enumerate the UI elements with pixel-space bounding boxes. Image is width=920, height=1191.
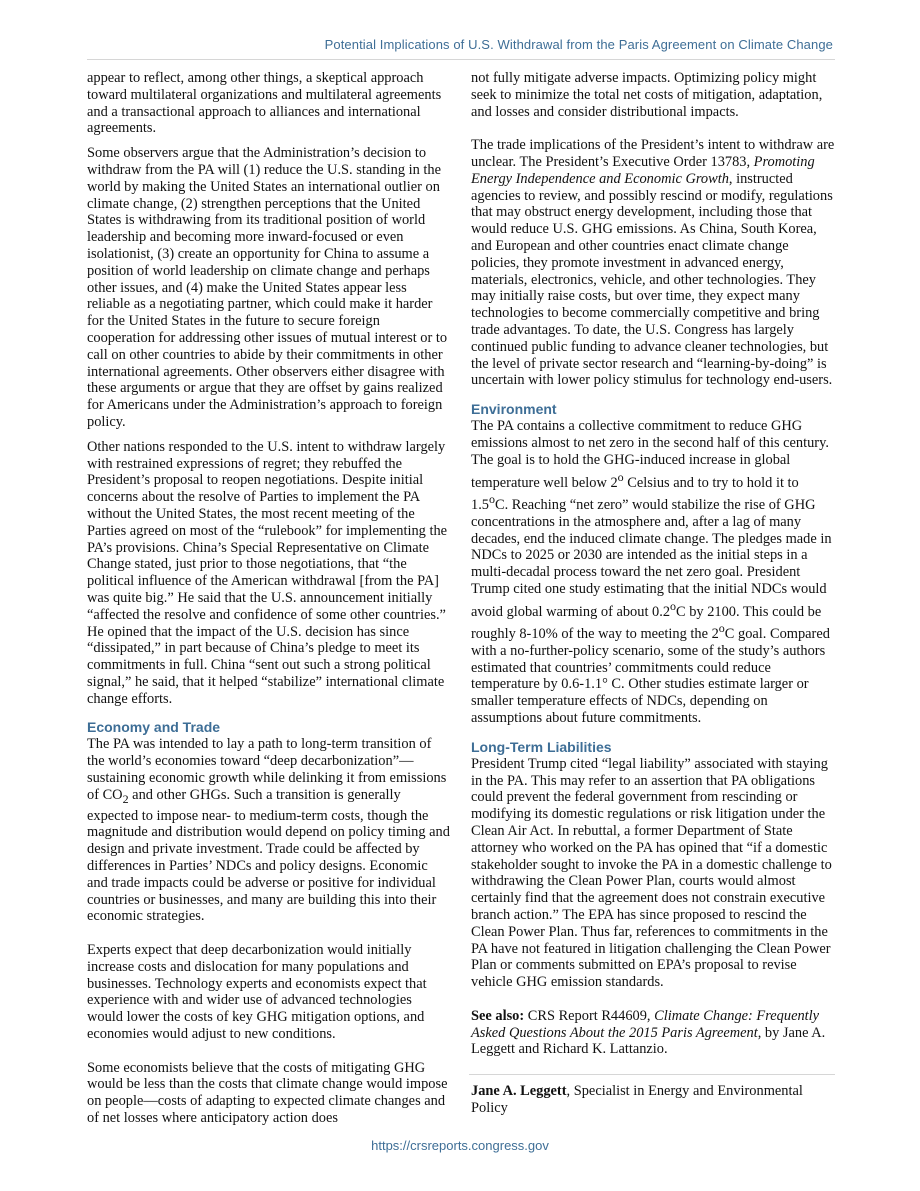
text-run: C. Reaching “net zero” would stabilize the rise of GHG concentrations in the atmosphere and, after a lag of many decades, end the induced climate change. The pledges made in NDCs to 2025 or 2030 are intended as the initial steps in a multi-decadal process toward the net zero goal. President Trump cited one study estimating that the initial NDCs would avoid global warming of about 0.2 bbox=[471, 496, 832, 620]
text-run: , by Jane A. Leggett and Richard K. Lattanzio. bbox=[471, 1024, 826, 1058]
text-run: and other GHGs. Such a transition is generally expected to impose near- to medium-term costs, though the magnitude and distribution would depend on policy timing and design and private investment. Trade could be affected by differences in Parties’ NDCs and policy designs. Economic and trade impacts could be adverse or positive for individual countries or businesses, and many are building this into their economic strategies. bbox=[87, 786, 450, 925]
paragraph-4 bbox=[87, 736, 450, 925]
paragraph-6: Some economists believe that the costs of mitigating GHG would be less than the costs that climate change would impose on people—costs of adapting to expected climate changes and of net losses where anticipatory action does bbox=[87, 1059, 448, 1126]
header-divider bbox=[87, 59, 835, 60]
superscript: o bbox=[718, 621, 725, 636]
paragraph-3: Other nations responded to the U.S. intent to withdraw largely with restrained expressions of regret; they rebuffed the President’s proposal to reopen negotiations. Despite initial concerns about the resolve of Parties to implement the PA without the United States, the most recent meeting of the Parties agreed on most of the “rulebook” for implementing the PA’s provisions. China’s Special Representative on Climate Change stated, just prior to those negotiations, that “the political influence of the American withdrawal [from the PA] was quite big.” He said that the U.S. announcement initially “affected the resolve and confidence of some other countries.” He opined that the impact of the U.S. decision has since “dissipated,” in part because of China’s pledge to meet its commitments in full. China “sent out such a strong political signal,” he said, that it helped “stabilize” international climate change efforts. bbox=[87, 438, 448, 707]
text-run: , instructed agencies to review, and possibly rescind or modify, regulations that may obstruct energy development, including those that would reduce U.S. GHG emissions. As China, South Korea, and European and other countries enact climate change policies, they promote investment in advanced energy, materials, electronics, vehicle, and other technologies. They may initially raise costs, but over time, they expect many technologies to become commercially competitive and bring trade advantages. To date, the U.S. Congress has largely continued public funding to advance cleaner technologies, but the level of private sector research and “learning-by-doing” is uncertain with lower policy stimulus for technology end-users. bbox=[471, 170, 833, 389]
subscript: 2 bbox=[122, 791, 129, 806]
text-run: C goal. Compared with a no-further-policy scenario, some of the study’s authors estimated that countries’ commitments could reduce temperature by 0.6-1.1° C. Other studies estimate larger or smaller temperature effects of NDCs, depending on assumptions about future commitments. bbox=[471, 626, 830, 727]
text-run: Celsius and to try to hold it to 1.5 bbox=[471, 474, 799, 513]
see-also-label: See also: bbox=[471, 1007, 525, 1024]
superscript: o bbox=[670, 598, 677, 613]
paragraph-3 bbox=[471, 418, 835, 727]
author-role: , Specialist in Energy and Environmental Policy bbox=[471, 1083, 803, 1117]
author-name: Jane A. Leggett bbox=[471, 1083, 567, 1100]
paragraph-5: Experts expect that deep decarbonization would initially increase costs and dislocation for many populations and businesses. Technology experts and economists expect that experience with and wider use of advanced technologies would lower the costs of key GHG mitigation options, and economies would adjust to new conditions. bbox=[87, 941, 427, 1042]
executive-order-title: Promoting Energy Independence and Economic Growth bbox=[471, 153, 815, 187]
text-run: The PA contains a collective commitment to reduce GHG emissions almost to net zero in the second half of this century. The goal is to hold the GHG-induced increase in global temperature well below 2 bbox=[471, 418, 829, 491]
left-column bbox=[87, 70, 450, 1135]
text-run: C by 2100. This could be roughly 8-10% of the way to meeting the 2 bbox=[471, 603, 822, 643]
superscript: o bbox=[489, 492, 495, 507]
paragraph-2: Some observers argue that the Administration’s decision to withdraw from the PA will (1) reduce the U.S. standing in the world by making the United States an international outlier on climate change, (2) strengthen perceptions that the United States is withdrawing from its traditional position of world leadership and becoming more inward-focused or even isolationist, (3) create an opportunity for China to assume a position of world leadership on climate change and perhaps other issues, and (4) make the United States appear less reliable as a negotiating partner, which could make it harder for the United States in the future to secure foreign cooperation for addressing other issues of mutual interest or to call on other countries to abide by their commitments in other international agreements. Other observers either disagree with these arguments or argue that they are offset by gains realized for Americans under the Administration’s approach to foreign policy. bbox=[87, 145, 448, 430]
text-run: CRS Report R44609, bbox=[524, 1007, 655, 1024]
paragraph-4: President Trump cited “legal liability” associated with staying in the PA. This may refer to an assertion that PA obligations could prevent the federal government from rescinding or modifying its domestic regulations or risk litigation under the Clean Air Act. In rebuttal, a former Department of State attorney who worked on the PA has opined that “if a domestic stakeholder sought to invoke the PA in a domestic challenge to withdrawing the Clean Power Plan, courts would almost certainly find that the agreement does not constrain executive branch action.” The EPA has since proposed to rescind the Clean Power Plan. Thus far, references to commitments in the PA have not featured in litigation challenging the Clean Power Plan or comments submitted on EPA’s proposal to revise vehicle GHG emission standards. bbox=[471, 755, 832, 991]
running-header: Potential Implications of U.S. Withdrawal from the Paris Agreement on Climate Change bbox=[324, 37, 833, 52]
paragraph-2 bbox=[471, 137, 835, 389]
author-divider bbox=[469, 1074, 835, 1075]
superscript: o bbox=[617, 469, 624, 484]
heading-economy-trade: Economy and Trade bbox=[87, 719, 221, 736]
heading-environment: Environment bbox=[471, 401, 557, 418]
right-column bbox=[471, 70, 835, 1125]
text-run: The PA was intended to lay a path to long-term transition of the world’s economies toward “deep decarbonization”—sustaining economic growth while delinking it from emissions of CO bbox=[87, 736, 447, 803]
footer-url[interactable]: https://crsreports.congress.gov bbox=[371, 1138, 549, 1153]
paragraph-1: not fully mitigate adverse impacts. Optimizing policy might seek to minimize the total net costs of mitigation, adaptation, and losses and consider distributional impacts. bbox=[471, 70, 823, 120]
report-title: Climate Change: Frequently Asked Questions About the 2015 Paris Agreement bbox=[471, 1007, 820, 1041]
author-line bbox=[471, 1083, 835, 1117]
see-also bbox=[471, 1008, 835, 1058]
text-run: The trade implications of the President’s intent to withdraw are unclear. The President’s Executive Order 13783, bbox=[471, 137, 835, 170]
paragraph-1: appear to reflect, among other things, a skeptical approach toward multilateral organizations and multilateral agreements and a transactional approach to alliances and international agreements. bbox=[87, 70, 442, 137]
heading-long-term-liabilities: Long-Term Liabilities bbox=[471, 738, 612, 755]
